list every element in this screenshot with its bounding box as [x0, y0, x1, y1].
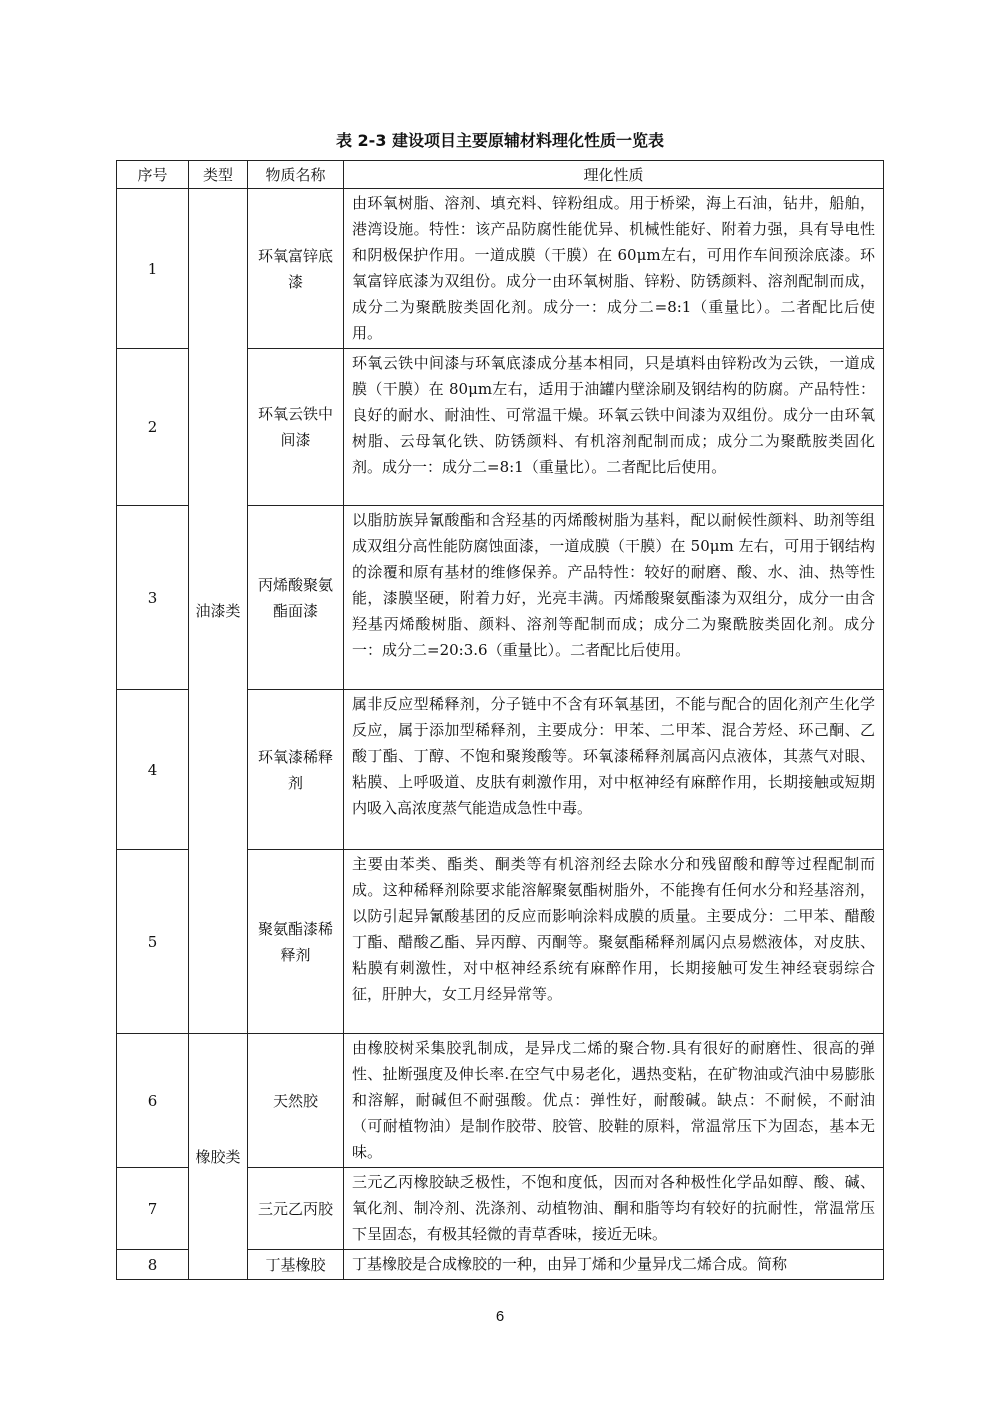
row-number: 1: [117, 189, 189, 349]
material-name: 三元乙丙胶: [248, 1168, 344, 1250]
header-row: [117, 161, 884, 189]
row-number: 8: [117, 1250, 189, 1280]
material-name: 聚氨酯漆稀释剂: [248, 850, 344, 1034]
material-name: 环氧云铁中间漆: [248, 349, 344, 506]
row-number: 5: [117, 850, 189, 1034]
material-properties: 由环氧树脂、溶剂、填充料、锌粉组成。用于桥梁，海上石油，钻井，船舶，港湾设施。特性：该产品防腐性能优异、机械性能好、附着力强，具有导电性和阴极保护作用。一道成膜（干膜）在 60μm左右，可用作车间预涂底漆。环氧富锌底漆为双组份。成分一由环氧树脂、锌粉、防锈颜料、溶剂配制而成，成分二为聚酰胺类固化剂。成分一：成分二=8:1（重量比）。二者配比后使用。: [344, 189, 884, 349]
header-type: 类型: [189, 161, 248, 189]
table-row: [117, 189, 884, 349]
row-number: 2: [117, 349, 189, 506]
material-properties: 以脂肪族异氰酸酯和含羟基的丙烯酸树脂为基料，配以耐候性颜料、助剂等组成双组分高性能防腐蚀面漆，一道成膜（干膜）在 50μm 左右，可用于钢结构的涂覆和原有基材的维修保养。产品特性：较好的耐磨、酸、水、油、热等性能，漆膜坚硬，附着力好，光亮丰满。丙烯酸聚氨酯漆为双组分，成分一由含羟基丙烯酸树脂、颜料、溶剂等配制而成；成分二为聚酰胺类固化剂。成分一：成分二=20:3.6（重量比）。二者配比后使用。: [344, 506, 884, 690]
material-properties: 属非反应型稀释剂，分子链中不含有环氧基团，不能与配合的固化剂产生化学反应，属于添加型稀释剂，主要成分：甲苯、二甲苯、混合芳烃、环己酮、乙酸丁酯、丁醇、不饱和聚羧酸等。环氧漆稀释剂属高闪点液体，其蒸气对眼、粘膜、上呼吸道、皮肤有刺激作用，对中枢神经有麻醉作用，长期接触或短期内吸入高浓度蒸气能造成急性中毒。: [344, 690, 884, 850]
material-name: 天然胶: [248, 1034, 344, 1168]
material-name: 丙烯酸聚氨酯面漆: [248, 506, 344, 690]
header-no: 序号: [117, 161, 189, 189]
header-name: 物质名称: [248, 161, 344, 189]
group-label-paint: 油漆类: [189, 189, 248, 1034]
row-number: 7: [117, 1168, 189, 1250]
material-name: 环氧漆稀释剂: [248, 690, 344, 850]
row-number: 3: [117, 506, 189, 690]
page-number: 6: [495, 1308, 505, 1325]
material-properties: 环氧云铁中间漆与环氧底漆成分基本相同，只是填料由锌粉改为云铁，一道成膜（干膜）在 80μm左右，适用于油罐内壁涂刷及钢结构的防腐。产品特性：良好的耐水、耐油性、可常温干燥。环氧云铁中间漆为双组份。成分一由环氧树脂、云母氧化铁、防锈颜料、有机溶剂配制而成；成分二为聚酰胺类固化剂。成分一：成分二=8:1（重量比）。二者配比后使用。: [344, 349, 884, 506]
row-number: 4: [117, 690, 189, 850]
material-properties: 主要由苯类、酯类、酮类等有机溶剂经去除水分和残留酸和醇等过程配制而成。这种稀释剂除要求能溶解聚氨酯树脂外，不能搀有任何水分和羟基溶剂，以防引起异氰酸基团的反应而影响涂料成膜的质量。主要成分：二甲苯、醋酸丁酯、醋酸乙酯、异丙醇、丙酮等。聚氨酯稀释剂属闪点易燃液体，对皮肤、粘膜有刺激性，对中枢神经系统有麻醉作用，长期接触可发生神经衰弱综合征，肝肿大，女工月经异常等。: [344, 850, 884, 1034]
row-number: 6: [117, 1034, 189, 1168]
material-properties: 由橡胶树采集胶乳制成，是异戊二烯的聚合物.具有很好的耐磨性、很高的弹性、扯断强度及伸长率.在空气中易老化，遇热变粘，在矿物油或汽油中易膨胀和溶解，耐碱但不耐强酸。优点：弹性好，耐酸碱。缺点：不耐候，不耐油（可耐植物油）是制作胶带、胶管、胶鞋的原料，常温常压下为固态，基本无味。: [344, 1034, 884, 1168]
material-name: 环氧富锌底漆: [248, 189, 344, 349]
table-title: 表 2-3 建设项目主要原辅材料理化性质一览表: [335, 131, 665, 150]
material-name: 丁基橡胶: [248, 1250, 344, 1280]
group-label-rubber: 橡胶类: [189, 1034, 248, 1280]
header-properties: 理化性质: [344, 161, 884, 189]
material-properties: 三元乙丙橡胶缺乏极性，不饱和度低，因而对各种极性化学品如醇、酸、碱、氧化剂、制冷剂、洗涤剂、动植物油、酮和脂等均有较好的抗耐性，常温常压下呈固态，有极其轻微的青草香味，接近无味。: [344, 1168, 884, 1250]
material-properties: 丁基橡胶是合成橡胶的一种，由异丁烯和少量异戊二烯合成。简称: [344, 1250, 884, 1280]
table-row: [117, 1034, 884, 1168]
materials-table: [116, 160, 884, 1280]
